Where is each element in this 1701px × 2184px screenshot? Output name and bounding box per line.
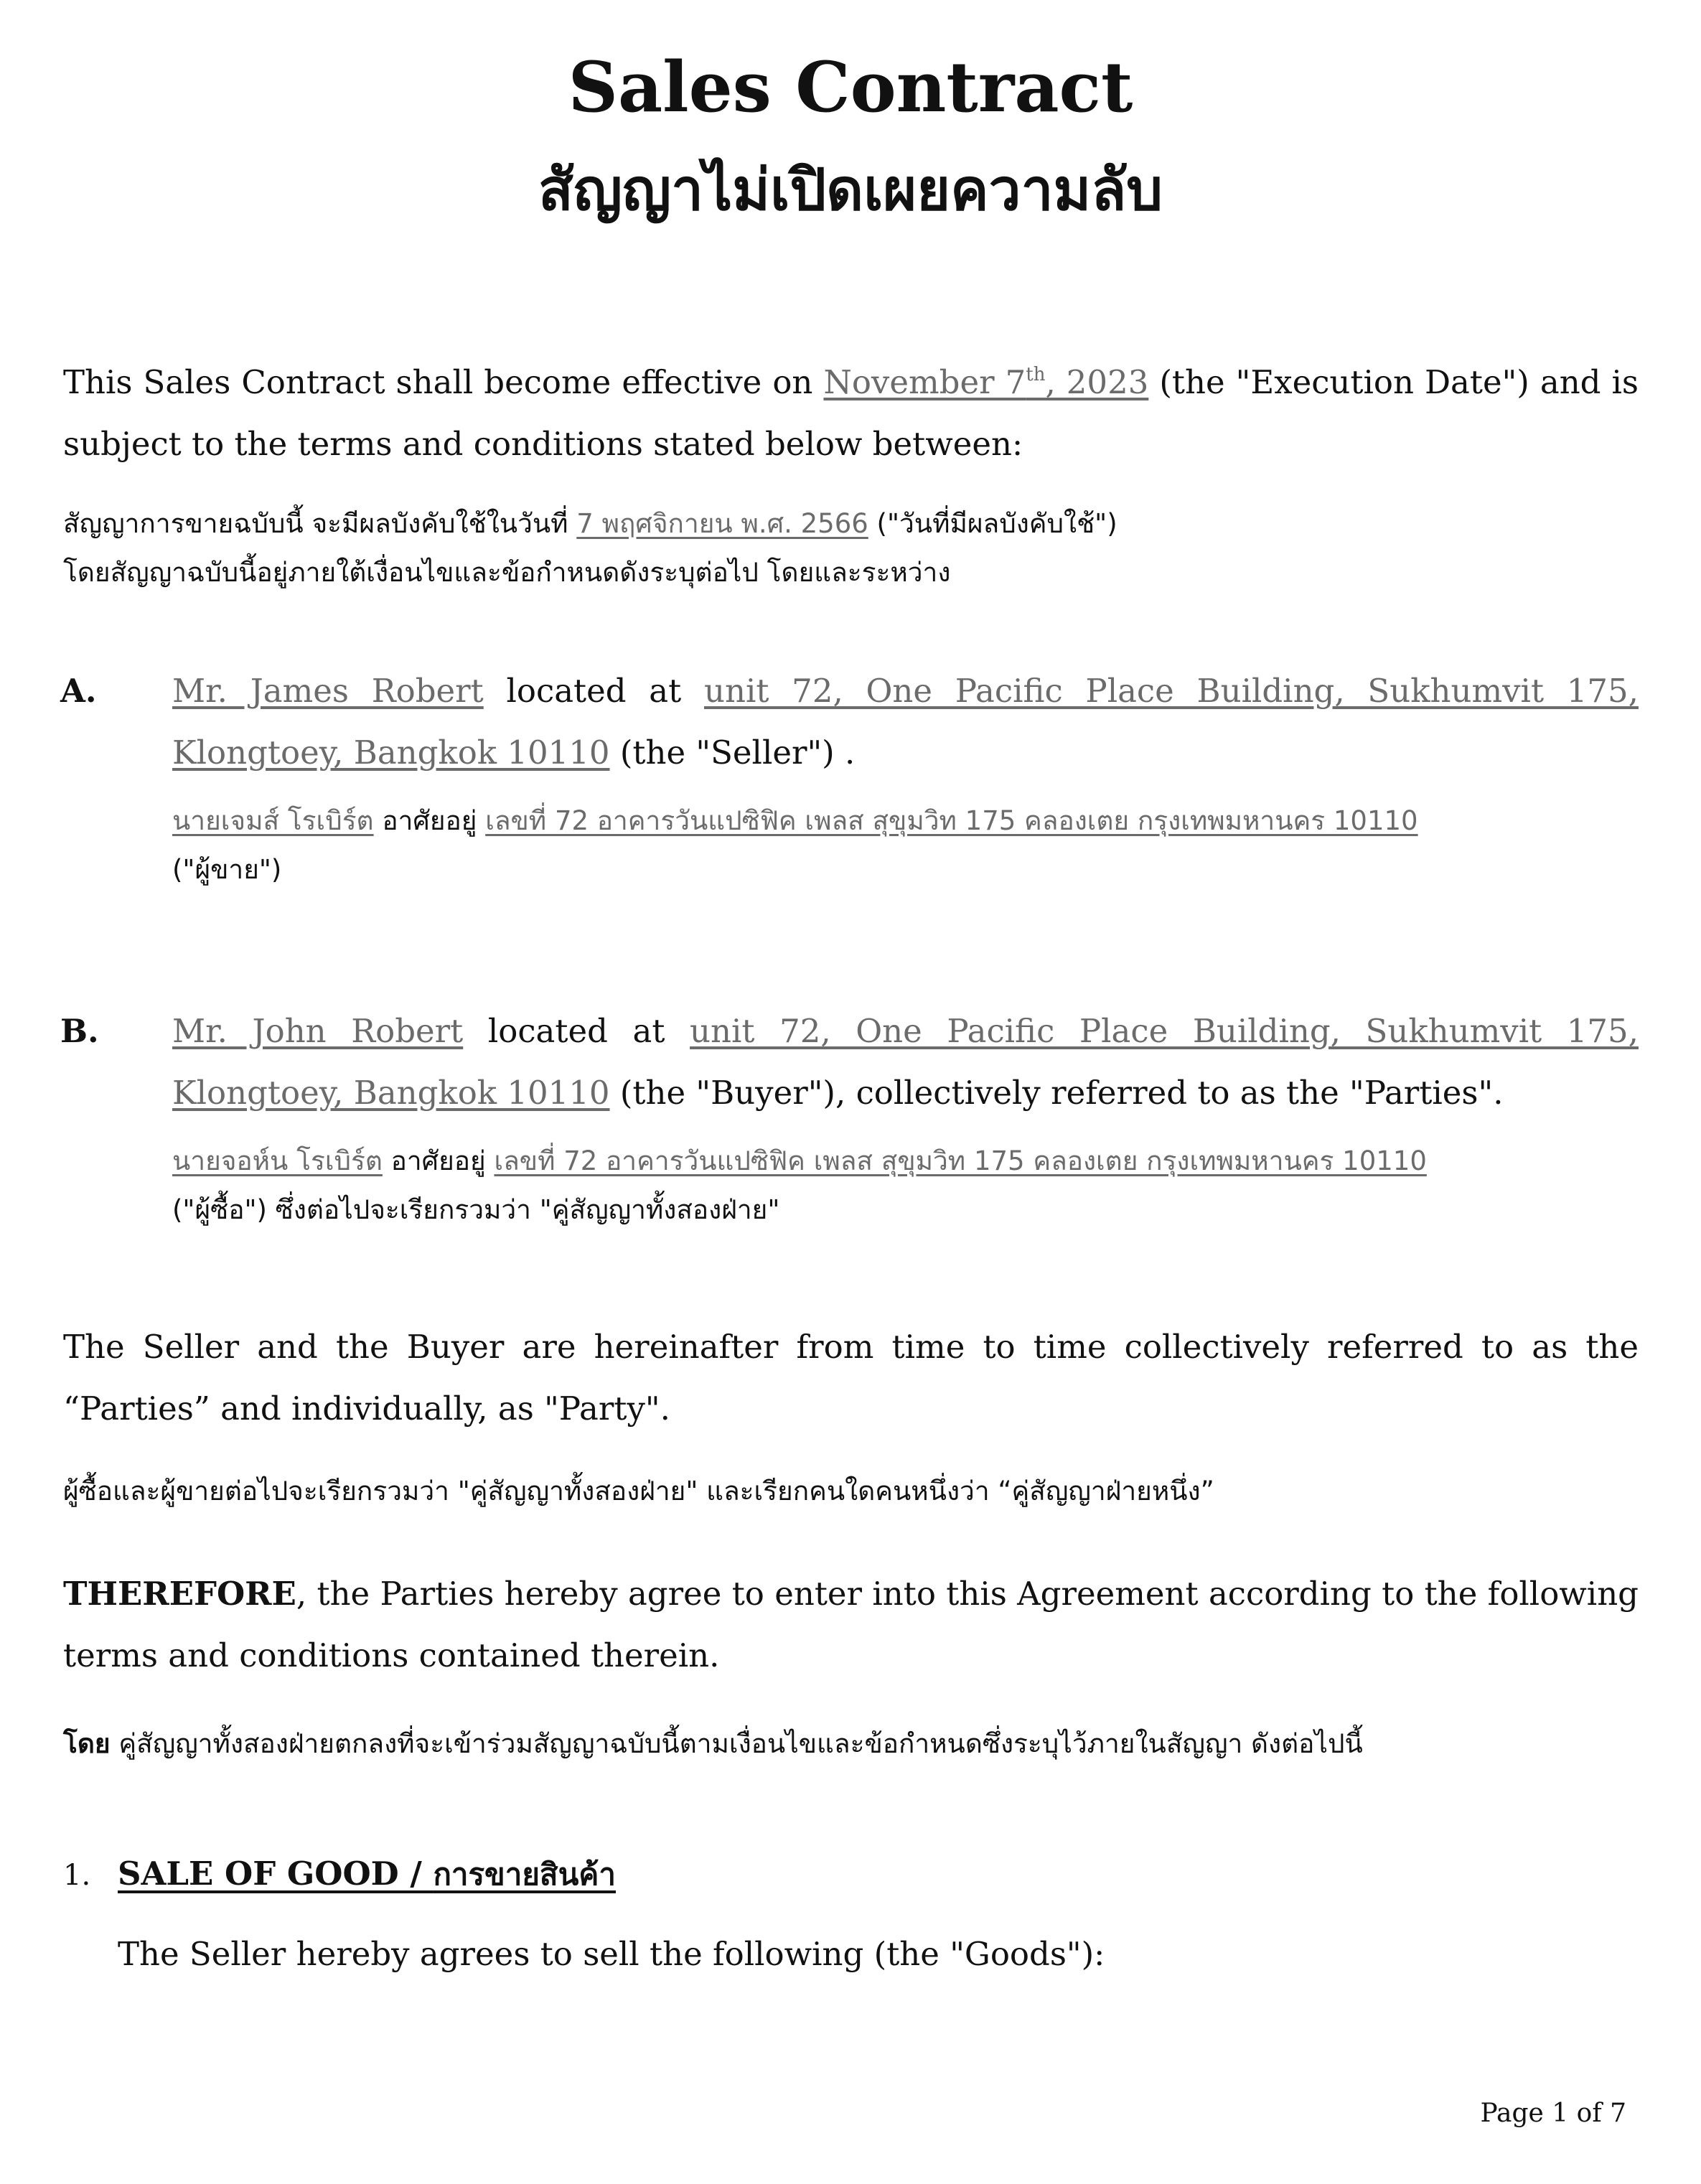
intro-th-before-date: สัญญาการขายฉบับนี้ จะมีผลบังคับใช้ในวันที่ bbox=[63, 508, 577, 539]
intro-th-after-date: ("วันที่มีผลบังคับใช้") bbox=[868, 508, 1117, 539]
party-b-th-line-1 bbox=[172, 1137, 1639, 1186]
execution-date-field bbox=[823, 363, 1148, 401]
intro-en-before-date: This Sales Contract shall become effective on bbox=[63, 363, 824, 401]
parties-definition-th: ผู้ซื้อและผู้ขายต่อไปจะเรียกรวมว่า "คู่สัญญาทั้งสองฝ่าย" และเรียกคนใดคนหนึ่งว่า “คู่สัญญาฝ่ายหนึ่ง” bbox=[63, 1476, 1214, 1506]
party-b-located-at: located at bbox=[463, 1012, 690, 1050]
intro-th-paragraph bbox=[63, 500, 1639, 597]
therefore-th bbox=[63, 1720, 1639, 1768]
party-a-letter: A. bbox=[60, 672, 97, 710]
intro-en-paragraph bbox=[63, 352, 1639, 475]
party-b-letter: B. bbox=[60, 1012, 99, 1050]
party-b-th bbox=[172, 1137, 1639, 1234]
party-b-block bbox=[60, 1000, 1639, 1234]
therefore-en-rest: , the Parties hereby agree to enter into this Agreement according to the following terms and conditions contained therein. bbox=[63, 1575, 1639, 1674]
execution-date-main: November 7 bbox=[823, 363, 1026, 401]
execution-date-year: , 2023 bbox=[1045, 363, 1149, 401]
party-a-body bbox=[172, 660, 1639, 894]
party-a-th-line-1 bbox=[172, 797, 1639, 845]
seller-name-field: Mr. James Robert bbox=[172, 672, 484, 710]
seller-name-th-field: นายเจมส์ โรเบิร์ต bbox=[172, 805, 374, 836]
therefore-block bbox=[63, 1563, 1639, 1687]
section-1-number: 1. bbox=[63, 1859, 91, 1892]
buyer-name-field: Mr. John Robert bbox=[172, 1012, 464, 1050]
party-a-en bbox=[172, 660, 1639, 784]
party-a-role: (the "Seller") . bbox=[609, 734, 856, 772]
party-a-th bbox=[172, 797, 1639, 894]
seller-address-field: unit 72, One Pacific Place Building, Sukhumvit 175, Klongtoey, Bangkok 10110 bbox=[172, 672, 1639, 772]
section-1-body: The Seller hereby agrees to sell the following (the "Goods"): bbox=[118, 1935, 1105, 1973]
therefore-th-keyword: โดย bbox=[63, 1728, 111, 1759]
party-b-role-th: ("ผู้ซื้อ") ซึ่งต่อไปจะเรียกรวมว่า "คู่สัญญาทั้งสองฝ่าย" bbox=[172, 1194, 780, 1225]
intro-th-line-2: โดยสัญญาฉบับนี้อยู่ภายใต้เงื่อนไขและข้อกำหนดดังระบุต่อไป โดยและระหว่าง bbox=[63, 557, 951, 588]
therefore-en bbox=[63, 1563, 1639, 1687]
buyer-name-th-field: นายจอห์น โรเบิร์ต bbox=[172, 1145, 383, 1176]
party-b-en bbox=[172, 1000, 1639, 1124]
seller-address-th-field: เลขที่ 72 อาคารวันแปซิฟิค เพลส สุขุมวิท 175 คลองเตย กรุงเทพมหานคร 10110 bbox=[485, 805, 1418, 836]
parties-definition-th-block bbox=[63, 1467, 1639, 1516]
therefore-th-rest: คู่สัญญาทั้งสองฝ่ายตกลงที่จะเข้าร่วมสัญญาฉบับนี้ตามเงื่อนไขและข้อกำหนดซึ่งระบุไว้ภายในสัญญา ดังต่อไปนี้ bbox=[110, 1728, 1363, 1759]
document-title-th: สัญญาไม่เปิดเผยความลับ bbox=[538, 156, 1163, 223]
document-title-en: Sales Contract bbox=[568, 47, 1133, 128]
intro-en-after-date: (the "Execution Date") and is subject to the terms and conditions stated below between: bbox=[63, 363, 1639, 463]
intro-en-text bbox=[63, 352, 1639, 475]
therefore-th-block bbox=[63, 1720, 1639, 1768]
section-1-heading bbox=[63, 1843, 616, 1906]
buyer-address-field: unit 72, One Pacific Place Building, Sukhumvit 175, Klongtoey, Bangkok 10110 bbox=[172, 1012, 1639, 1112]
party-a-block bbox=[60, 660, 1639, 894]
section-1-title-th: การขายสินค้า bbox=[433, 1857, 616, 1892]
parties-definition-en: The Seller and the Buyer are hereinafter from time to time collectively referred to as the “Parties” and individually, as "Party". bbox=[63, 1328, 1639, 1428]
intro-th-line-1 bbox=[63, 500, 1639, 548]
page-number: Page 1 of 7 bbox=[1480, 2099, 1626, 2128]
party-b-located-at-th: อาศัยอยู่ bbox=[382, 1145, 495, 1176]
party-a-located-at-th: อาศัยอยู่ bbox=[373, 805, 486, 836]
party-a-located-at: located at bbox=[483, 672, 704, 710]
party-b-body bbox=[172, 1000, 1639, 1234]
execution-date-th-field: 7 พฤศจิกายน พ.ศ. 2566 bbox=[576, 508, 868, 539]
parties-definition bbox=[63, 1316, 1639, 1440]
party-b-role: (the "Buyer"), collectively referred to as the "Parties". bbox=[609, 1074, 1504, 1112]
execution-date-suffix: th bbox=[1026, 364, 1046, 385]
therefore-keyword: THEREFORE bbox=[63, 1575, 296, 1613]
buyer-address-th-field: เลขที่ 72 อาคารวันแปซิฟิค เพลส สุขุมวิท 175 คลองเตย กรุงเทพมหานคร 10110 bbox=[494, 1145, 1427, 1176]
party-a-role-th: ("ผู้ขาย") bbox=[172, 854, 282, 885]
section-1-title-en: SALE OF GOOD / bbox=[118, 1855, 434, 1893]
